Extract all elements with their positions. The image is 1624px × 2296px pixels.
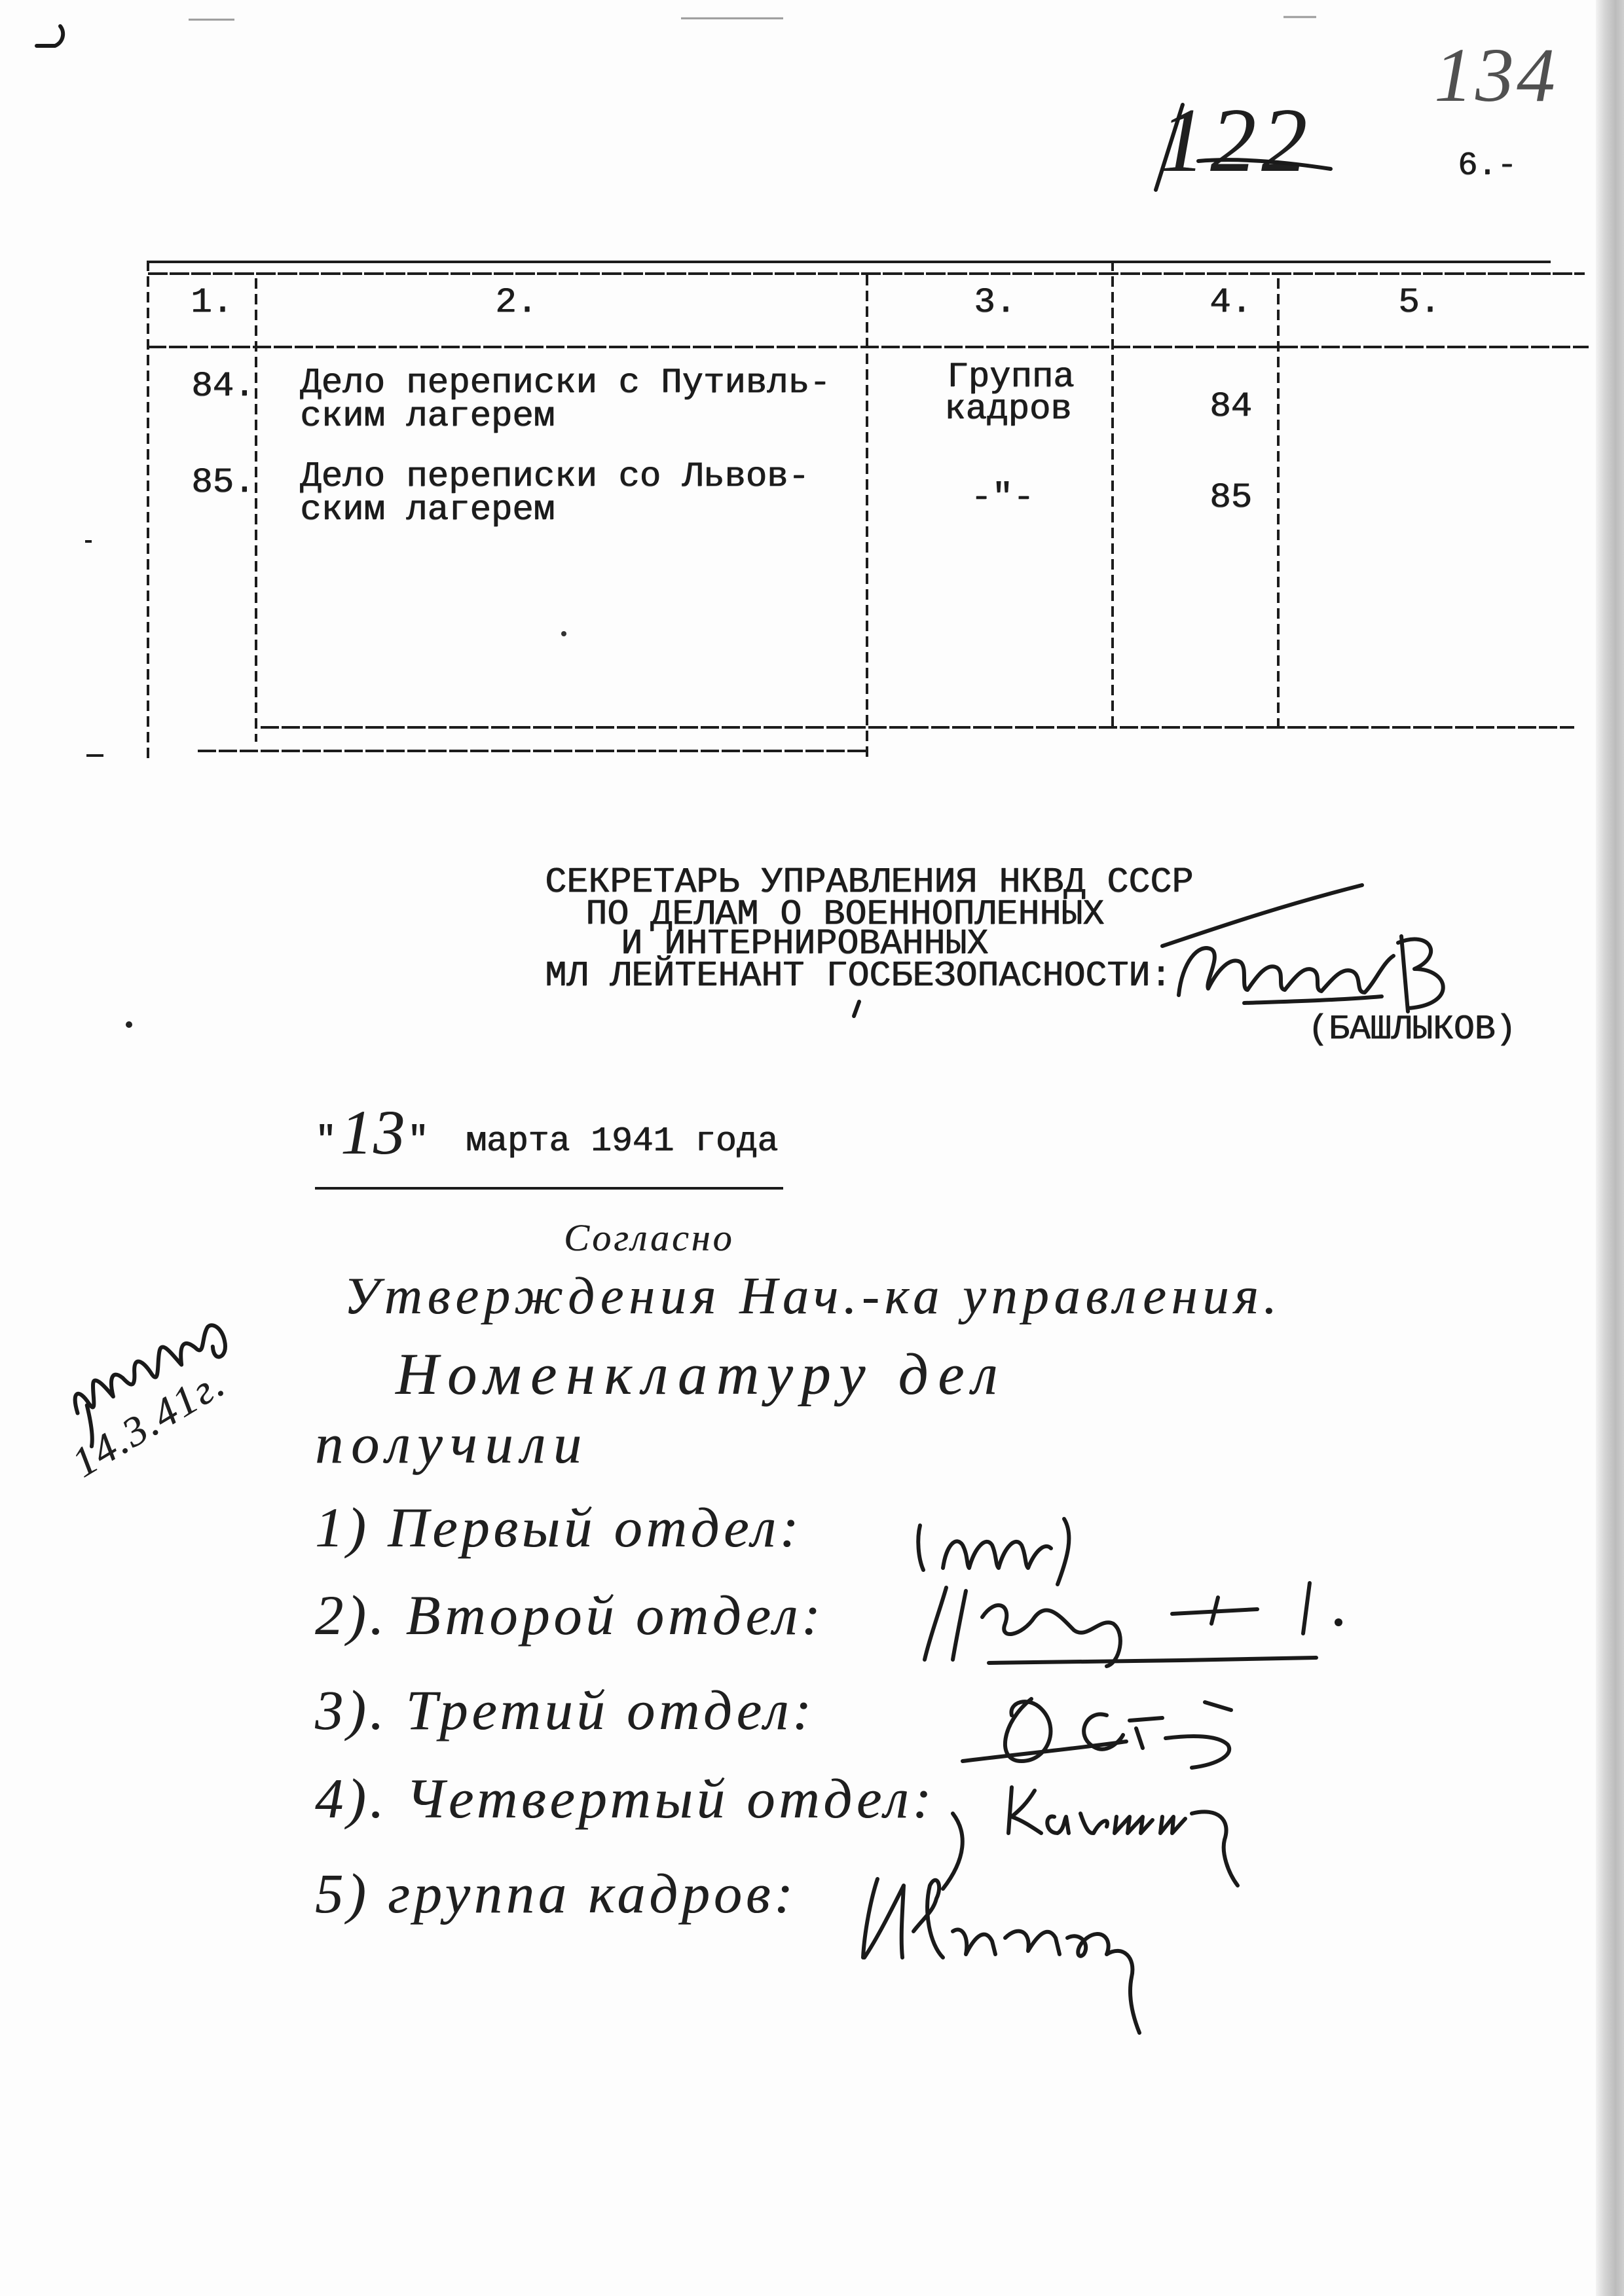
signature-stroke <box>1047 1816 1069 1833</box>
signature-stroke <box>953 1591 966 1660</box>
signature-title-line: ПО ДЕЛАМ О ВОЕННОПЛЕННЫХ <box>585 894 1105 935</box>
date-day-handwritten: 13 <box>341 1097 406 1167</box>
row-title-line: Дело переписки с Путивль- <box>300 363 831 403</box>
signature-stroke <box>1205 1702 1231 1710</box>
row-title-line: ским лагерем <box>300 397 555 437</box>
row-title-line: ским лагерем <box>300 490 555 530</box>
signature-stroke <box>1058 1519 1069 1584</box>
corner-mark <box>37 26 63 46</box>
table-header-col-3: 3. <box>974 283 1016 323</box>
signature-stroke <box>1192 1812 1238 1886</box>
stray-tick <box>854 1002 859 1016</box>
approval-line: Утверждения Нач.-ка управления. <box>344 1267 1282 1325</box>
folio-current: 134 <box>1434 32 1558 118</box>
signature-stroke <box>1172 1597 1257 1624</box>
signatory-name: (БАШЛЫКОВ) <box>1308 1010 1517 1049</box>
signature-stroke <box>1080 1813 1107 1833</box>
signature-stroke <box>864 1886 904 1958</box>
signature-stroke <box>863 1879 877 1958</box>
row-number: 85. <box>191 463 255 503</box>
signature-stroke <box>953 1929 995 1954</box>
row-number: 84. <box>191 367 255 407</box>
signature-stroke <box>1303 1583 1310 1633</box>
receipt-line-department-1: 1) Первый отдел: <box>315 1496 803 1559</box>
row-title-line: Дело переписки со Львов- <box>300 457 809 497</box>
signature-stroke <box>1160 1817 1185 1833</box>
sheet-note: 6.- <box>1458 147 1517 185</box>
date-quote-close: " <box>407 1121 429 1161</box>
date-month-year: марта 1941 года <box>466 1121 779 1161</box>
signature-stroke <box>1244 996 1382 1003</box>
signature-title-line: И ИНТЕРНИРОВАННЫХ <box>621 923 989 964</box>
signature-stroke <box>1005 1931 1060 1954</box>
approval-line: получили <box>315 1412 589 1475</box>
receipt-signature-5 <box>863 1879 1139 2033</box>
signature-stroke <box>913 1880 943 1958</box>
row-index: 85 <box>1209 478 1252 518</box>
signature-stroke <box>1084 1714 1123 1749</box>
table-header-col-2: 2. <box>495 283 538 323</box>
signature-title-line: СЕКРЕТАРЬ УПРАВЛЕНИЯ НКВД СССР <box>545 862 1194 903</box>
signature-stroke <box>963 1741 1126 1761</box>
receipt-signature-3 <box>963 1699 1231 1768</box>
approval-insertion: Согласно <box>564 1216 735 1259</box>
date-quote-open: " <box>315 1121 337 1161</box>
margin-approval-date: 14.3.41г. <box>64 1358 234 1486</box>
approval-line: Номенклатуру дел <box>396 1342 1007 1407</box>
row-index: 84 <box>1209 387 1252 427</box>
signature-stroke <box>918 1525 923 1570</box>
signature-stroke <box>943 1541 1051 1568</box>
folio-previous-crossed: 122 <box>1159 90 1312 191</box>
table-header-col-4: 4. <box>1209 283 1252 323</box>
row-department-ditto: -"- <box>970 478 1035 518</box>
secretary-signature <box>1162 885 1443 1011</box>
signature-dot <box>1335 1618 1342 1626</box>
signature-stroke <box>925 1588 946 1660</box>
signature-stroke <box>1130 1718 1162 1748</box>
signature-stroke <box>1115 1817 1153 1833</box>
receipt-line-department-3: 3). Третий отдел: <box>315 1679 815 1741</box>
receipt-line-department-4: 4). Четвертый отдел: <box>315 1767 936 1830</box>
signature-stroke <box>1107 1951 1139 2033</box>
signature-stroke <box>982 1605 1120 1666</box>
stray-dot <box>126 1021 132 1028</box>
receipt-line-department-2: 2). Второй отдел: <box>315 1584 824 1647</box>
receipt-signature-2 <box>925 1583 1342 1666</box>
table-header-col-1: 1. <box>191 283 233 323</box>
row-department-line: Группа <box>947 357 1075 397</box>
signature-stroke <box>1179 948 1393 995</box>
stray-dot <box>561 631 566 636</box>
signature-bracket <box>943 1813 963 1889</box>
signature-stroke <box>1166 1736 1229 1768</box>
row-department-line: кадров <box>944 390 1072 429</box>
signature-underline <box>989 1658 1316 1663</box>
receipt-line-personnel-group: 5) группа кадров: <box>315 1862 797 1925</box>
table-header-col-5: 5. <box>1398 283 1441 323</box>
scan-edge-shadow <box>1596 0 1624 2296</box>
signature-stroke <box>1005 1699 1051 1761</box>
signature-stroke <box>1008 1787 1041 1833</box>
receipt-signature-1 <box>918 1519 1069 1584</box>
receipt-signature-4 <box>943 1787 1238 1889</box>
signature-title-line: МЛ ЛЕЙТЕНАНТ ГОСБЕЗОПАСНОСТИ: <box>545 955 1172 996</box>
signature-stroke <box>1067 1934 1109 1956</box>
signature-stroke <box>1398 936 1443 1011</box>
